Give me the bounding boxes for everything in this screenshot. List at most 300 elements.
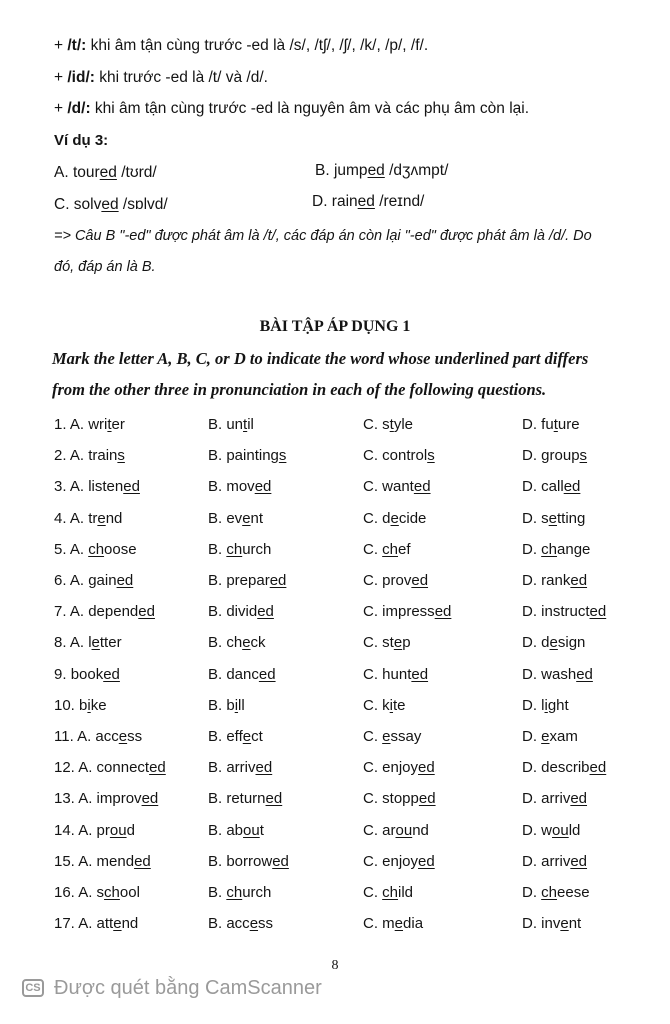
question-row [0, 447, 670, 471]
question-option-c [363, 510, 426, 527]
option-text: B. ev [208, 509, 243, 527]
option-text: C. impress [363, 603, 435, 621]
underlined-part: ed [258, 665, 276, 683]
option-text: ght [547, 696, 569, 714]
underlined-part: ed [254, 478, 272, 496]
option-text: C. [363, 540, 383, 558]
underlined-part: i [234, 696, 239, 714]
option-text: tting [557, 509, 586, 527]
question-option-b [208, 853, 289, 870]
underlined-part: ed [138, 603, 155, 621]
option-text: book [70, 665, 104, 683]
option-text: ef [398, 540, 411, 558]
underlined-part: ed [589, 759, 607, 777]
question-option-b [208, 572, 286, 589]
question-option-d [522, 541, 590, 558]
option-text: tter [99, 634, 122, 652]
option-text: att [96, 915, 114, 933]
underlined-part: s [579, 447, 588, 465]
question-option-b [208, 759, 272, 776]
option-text: D. [522, 728, 542, 745]
option-text: B. acc [208, 915, 250, 933]
question-number: 13. A. [54, 790, 97, 808]
underlined-part: ed [257, 603, 274, 621]
underlined-part: t [389, 416, 394, 433]
question-option-b [208, 822, 264, 839]
option-text: D. inv [522, 915, 561, 933]
underlined-part: e [242, 634, 251, 652]
question-option-d [522, 697, 569, 714]
underlined-part: ch [382, 884, 399, 901]
option-text: dia [403, 915, 424, 933]
rule-prefix: + [54, 69, 68, 86]
question-row [0, 884, 670, 908]
camscanner-watermark [22, 975, 322, 1001]
question-number: 3. A. [54, 478, 89, 496]
option-text: D. call [522, 478, 564, 496]
underlined-part: ed [103, 665, 120, 683]
option-text: acc [95, 728, 119, 745]
option-text: D. rain [312, 193, 358, 210]
underlined-part: ou [395, 821, 413, 839]
page-number: 8 [331, 958, 339, 973]
option-text: D. d [522, 634, 550, 652]
underlined-part: ou [243, 821, 260, 839]
underlined-part: s [278, 447, 287, 465]
example-option-a [54, 164, 157, 182]
option-text: nt [568, 915, 582, 933]
underlined-part: ch [382, 540, 399, 558]
question-option-a [54, 822, 135, 839]
option-text: D. w [522, 821, 552, 839]
question-option-d [522, 634, 585, 651]
option-text: C. s [363, 416, 390, 433]
question-option-a [54, 884, 140, 901]
question-row [0, 666, 670, 690]
option-text: ange [557, 540, 591, 558]
option-text: ck [250, 634, 266, 652]
underlined-part: s [117, 447, 125, 465]
question-option-b [208, 447, 286, 464]
option-text: B. [208, 540, 227, 558]
option-text: connect [96, 759, 150, 777]
question-number: 14. A. [54, 821, 97, 839]
underlined-part: ed [563, 478, 581, 496]
option-text: B. b [208, 696, 235, 714]
question-option-b [208, 603, 274, 620]
underlined-part: e [242, 509, 251, 527]
option-text: ll [238, 696, 245, 714]
option-text: /tʊrd/ [116, 164, 157, 181]
underlined-part: ch [226, 884, 243, 901]
question-option-d [522, 759, 606, 776]
question-option-c [363, 541, 411, 558]
option-text: C. [363, 728, 383, 745]
option-text: C. prov [363, 572, 412, 589]
option-text: C. stopp [363, 790, 419, 808]
underlined-part: t [107, 416, 112, 433]
option-text: urch [242, 540, 272, 558]
question-row [0, 915, 670, 939]
option-text: mend [96, 852, 135, 870]
option-text: C. want [363, 478, 414, 496]
question-option-d [522, 416, 580, 433]
option-text: B. return [208, 790, 266, 808]
option-text: yle [393, 416, 414, 433]
question-option-a [54, 790, 158, 807]
example-option-b [315, 162, 448, 180]
question-option-a [54, 634, 122, 651]
question-option-a [54, 853, 151, 870]
option-text: train [88, 447, 118, 465]
option-text: t [259, 821, 264, 839]
question-option-a [54, 510, 122, 527]
underlined-part: ed [272, 852, 289, 870]
question-option-c [363, 822, 429, 839]
question-option-a [54, 478, 140, 495]
option-text: ssay [390, 728, 422, 745]
question-number: 1. A. [54, 416, 89, 433]
underlined-part: e [249, 915, 259, 933]
underlined-part: ed [149, 759, 166, 777]
rule-prefix: + [54, 100, 68, 117]
question-option-d [522, 572, 587, 589]
underlined-part: ed [99, 164, 117, 181]
question-number: 15. A. [54, 852, 97, 870]
question-number: 11. A. [54, 728, 96, 745]
underlined-part: e [242, 728, 252, 745]
underlined-part: t [243, 416, 248, 433]
underlined-part: ed [570, 790, 588, 808]
underlined-part: ed [418, 759, 435, 777]
underlined-part: ed [123, 478, 140, 496]
rule-d [54, 100, 650, 118]
rule-label: /id/: [67, 69, 95, 86]
instruction-line2: from the other three in pronunciation in each of the following questions. [52, 380, 547, 399]
question-row [0, 759, 670, 783]
option-text: ss [127, 728, 143, 745]
option-text: D. instruct [522, 603, 590, 621]
question-option-d [522, 884, 590, 901]
rule-label: /d/: [67, 100, 91, 117]
question-option-c [363, 603, 451, 620]
question-option-a [54, 666, 120, 683]
option-text: d [126, 821, 135, 839]
question-number: 8. A. [54, 634, 89, 652]
option-text: nd [412, 821, 429, 839]
question-number: 5. A. [54, 540, 89, 558]
option-text: C. d [363, 509, 391, 527]
question-row [0, 822, 670, 846]
underlined-part: ch [104, 884, 120, 901]
underlined-part: e [549, 634, 558, 652]
instruction-line1: Mark the letter A, B, C, or D to indicate the word whose underlined part differs [52, 349, 589, 368]
question-option-b [208, 666, 276, 683]
question-option-b [208, 510, 263, 527]
option-text: B. painting [208, 447, 279, 465]
option-text: te [393, 696, 406, 714]
question-row [0, 634, 670, 658]
question-option-c [363, 915, 423, 932]
option-text: wri [88, 416, 108, 433]
option-text: C. solv [54, 196, 102, 213]
option-text: nd [105, 509, 123, 527]
question-option-a [54, 416, 125, 433]
option-text: depend [88, 603, 139, 621]
option-text: urch [242, 884, 272, 901]
question-row [0, 541, 670, 565]
option-text: cide [398, 509, 427, 527]
question-option-d [522, 603, 606, 620]
question-row [0, 478, 670, 502]
underlined-part: ch [541, 540, 558, 558]
underlined-part: ou [552, 821, 569, 839]
underlined-part: e [394, 915, 404, 933]
option-text: D. rank [522, 572, 571, 589]
question-row [0, 603, 670, 627]
underlined-part: ch [226, 540, 243, 558]
option-text: ss [258, 915, 274, 933]
option-text: B. jump [315, 162, 368, 179]
question-option-c [363, 447, 435, 464]
option-text: B. borrow [208, 852, 273, 870]
underlined-part: e [548, 509, 558, 527]
option-text: xam [549, 728, 578, 745]
underlined-part: i [87, 696, 91, 714]
underlined-part: ed [589, 603, 607, 621]
underlined-part: e [393, 634, 403, 652]
example-option-c [54, 196, 168, 214]
question-number: 7. A. [54, 603, 89, 621]
option-text: B. divid [208, 603, 258, 621]
underlined-part: ed [418, 790, 436, 808]
option-text: listen [88, 478, 124, 496]
option-text: improv [96, 790, 142, 808]
question-row [0, 853, 670, 877]
underlined-part: ed [411, 665, 429, 683]
option-text: ke [90, 696, 107, 714]
option-text: ct [251, 728, 263, 745]
option-text: C. enjoy [363, 852, 419, 870]
rule-label: /t/: [67, 37, 87, 54]
question-option-d [522, 915, 581, 932]
option-text: b [79, 696, 88, 714]
question-option-a [54, 572, 133, 589]
option-text: C. st [363, 634, 394, 652]
option-text: er [111, 416, 125, 433]
option-text: il [247, 416, 254, 433]
question-option-c [363, 416, 413, 433]
question-option-c [363, 790, 436, 807]
question-row [0, 697, 670, 721]
underlined-part: ed [570, 852, 588, 870]
underlined-part: ed [265, 790, 283, 808]
underlined-part: ed [116, 572, 134, 589]
underlined-part: ou [109, 821, 127, 839]
question-option-b [208, 728, 263, 745]
option-text: s [96, 884, 105, 901]
camscanner-logo-icon: CS [22, 979, 44, 997]
question-number: 2. A. [54, 447, 89, 465]
question-number: 17. A. [54, 915, 97, 933]
option-text: D. arriv [522, 790, 571, 808]
question-option-d [522, 790, 587, 807]
option-text: ure [557, 416, 580, 433]
question-option-d [522, 853, 587, 870]
question-option-b [208, 416, 254, 433]
option-text: D. s [522, 509, 549, 527]
option-text: D. describ [522, 759, 590, 777]
option-text: ld [568, 821, 581, 839]
underlined-part: ed [255, 759, 273, 777]
option-text: tr [88, 509, 98, 527]
rule-text: khi âm tận cùng trước -ed là nguyên âm và các phụ âm còn lại. [90, 100, 530, 117]
option-text: /sɒlvd/ [118, 196, 168, 213]
underlined-part: e [97, 509, 106, 527]
question-option-b [208, 478, 271, 495]
question-option-b [208, 541, 271, 558]
option-text: l [88, 634, 92, 652]
question-option-d [522, 822, 580, 839]
option-text: C. enjoy [363, 759, 419, 777]
option-text: D. fu [522, 416, 554, 433]
question-option-d [522, 447, 587, 464]
underlined-part: i [389, 696, 394, 714]
underlined-part: ch [88, 540, 105, 558]
underlined-part: e [91, 634, 100, 652]
question-option-c [363, 634, 411, 651]
question-option-a [54, 697, 107, 714]
underlined-part: ed [570, 572, 588, 589]
question-option-c [363, 666, 428, 683]
underlined-part: ed [434, 603, 452, 621]
option-text: sign [557, 634, 586, 652]
option-text: nt [250, 509, 264, 527]
question-row [0, 728, 670, 752]
question-option-c [363, 759, 435, 776]
question-option-b [208, 634, 266, 651]
question-option-b [208, 790, 282, 807]
underlined-part: t [553, 416, 558, 433]
option-text: D. [522, 884, 542, 901]
option-text: pr [96, 821, 110, 839]
option-text: gain [88, 572, 117, 589]
option-text: C. k [363, 696, 390, 714]
question-option-b [208, 884, 271, 901]
question-option-c [363, 884, 413, 901]
rule-t [54, 37, 650, 55]
question-option-a [54, 541, 137, 558]
option-text: oose [104, 540, 137, 558]
underlined-part: ed [411, 572, 429, 589]
question-option-a [54, 728, 142, 745]
option-text: B. ch [208, 634, 243, 652]
question-option-d [522, 478, 580, 495]
option-text: D. wash [522, 665, 577, 683]
question-number: 12. A. [54, 759, 97, 777]
option-text: D. [522, 540, 542, 558]
underlined-part: e [113, 915, 122, 933]
exercise-title: BÀI TẬP ÁP DỤNG 1 [259, 318, 411, 335]
question-option-a [54, 447, 125, 464]
underlined-part: ed [141, 790, 159, 808]
question-number: 9. [54, 665, 71, 683]
question-option-d [522, 510, 585, 527]
rule-id [54, 69, 650, 87]
example-heading: Ví dụ 3: [54, 132, 109, 149]
option-text: C. ar [363, 821, 396, 839]
option-text: eese [557, 884, 590, 901]
question-row [0, 416, 670, 440]
underlined-part: ed [269, 572, 287, 589]
underlined-part: e [560, 915, 569, 933]
question-option-c [363, 853, 435, 870]
underlined-part: e [382, 728, 391, 745]
example-explanation-line2: đó, đáp án là B. [54, 259, 156, 275]
underlined-part: e [390, 509, 399, 527]
question-number: 16. A. [54, 884, 97, 901]
underlined-part: ed [576, 665, 593, 683]
option-text: B. prepar [208, 572, 270, 589]
question-row [0, 510, 670, 534]
option-text: /dʒʌmpt/ [384, 162, 449, 179]
camscanner-text: Được quét bằng CamScanner [54, 976, 322, 999]
underlined-part: ch [541, 884, 558, 901]
option-text: nd [121, 915, 139, 933]
question-option-b [208, 915, 273, 932]
option-text: C. [363, 884, 383, 901]
question-option-a [54, 603, 155, 620]
underlined-part: e [118, 728, 128, 745]
underlined-part: ed [413, 478, 431, 496]
question-number: 6. A. [54, 572, 89, 589]
option-text: p [402, 634, 411, 652]
underlined-part: i [544, 696, 548, 714]
underlined-part: ed [101, 196, 119, 213]
rule-text: khi âm tận cùng trước -ed là /s/, /tʃ/, /ʃ/, /k/, /p/, /f/. [86, 37, 429, 54]
option-text: D. l [522, 696, 545, 714]
example-explanation-line1: => Câu B "-ed" được phát âm là /t/, các đáp án còn lại "-ed" được phát âm là /d/. Do [54, 228, 592, 244]
question-option-d [522, 728, 578, 745]
question-option-c [363, 572, 428, 589]
option-text: D. arriv [522, 852, 571, 870]
option-text: B. mov [208, 478, 255, 496]
question-option-b [208, 697, 245, 714]
underlined-part: ed [367, 162, 385, 179]
option-text: C. m [363, 915, 395, 933]
option-text: ool [119, 884, 140, 901]
option-text: A. tour [54, 164, 100, 181]
option-text: B. un [208, 416, 244, 433]
question-option-c [363, 697, 406, 714]
rule-prefix: + [54, 37, 68, 54]
question-option-a [54, 759, 166, 776]
question-option-a [54, 915, 138, 932]
question-number: 4. A. [54, 509, 89, 527]
example-option-d [312, 193, 424, 211]
question-option-c [363, 478, 431, 495]
rule-text: khi trước -ed là /t/ và /d/. [94, 69, 268, 86]
option-text: B. danc [208, 665, 259, 683]
question-row [0, 572, 670, 596]
option-text: /reɪnd/ [374, 193, 425, 210]
question-option-d [522, 666, 593, 683]
option-text: B. arriv [208, 759, 256, 777]
option-text: D. group [522, 447, 580, 465]
question-number: 10. [54, 696, 80, 714]
option-text: C. hunt [363, 665, 412, 683]
option-text: B. [208, 884, 227, 901]
